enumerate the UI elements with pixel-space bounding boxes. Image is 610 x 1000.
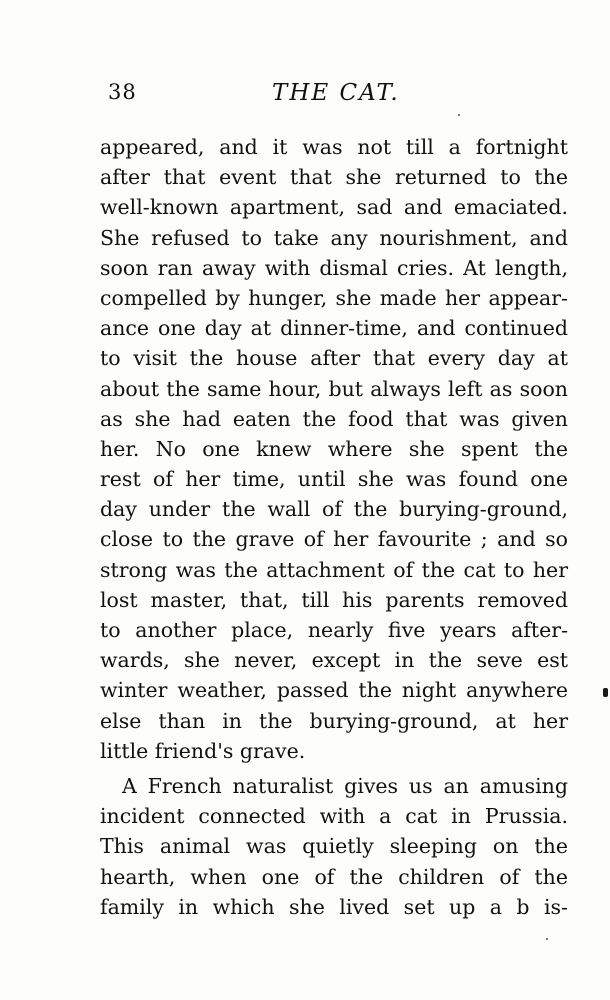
text-line: winter weather, passed the night anywhere xyxy=(100,678,568,703)
text-line: about the same hour, but always left as soon xyxy=(100,376,568,401)
text-line: She refused to take any nourishment, and xyxy=(100,225,568,250)
text-line: close to the grave of her favourite ; and so xyxy=(100,527,568,552)
text-line: ance one day at dinner-time, and continued xyxy=(100,316,568,341)
running-title: THE CAT. xyxy=(272,80,400,106)
body-text xyxy=(100,132,568,922)
text-line: as she had eaten the food that was given xyxy=(100,406,568,431)
text-line: incident connected with a cat in Prussia. xyxy=(100,804,568,829)
text-line: This animal was quietly sleeping on the xyxy=(100,834,568,859)
text-line: to visit the house after that every day at xyxy=(100,346,568,371)
paper-speck xyxy=(546,938,548,940)
text-line: rest of her time, until she was found one xyxy=(100,467,568,492)
text-line: lost master, that, till his parents removed xyxy=(100,587,568,612)
text-line: to another place, nearly five years after- xyxy=(100,618,568,642)
text-line: else than in the burying-ground, at her xyxy=(100,708,568,733)
page-number: 38 xyxy=(108,80,137,104)
text-line: wards, she never, except in the seve est xyxy=(100,648,568,673)
margin-mark xyxy=(603,688,608,697)
text-line: compelled by hunger, she made her appear- xyxy=(100,285,568,310)
text-line: after that event that she returned to the xyxy=(100,165,568,190)
text-line: family in which she lived set up a b is- xyxy=(100,894,568,919)
paper-speck xyxy=(458,114,460,116)
text-line: her. No one knew where she spent the xyxy=(100,436,568,461)
paragraph xyxy=(100,771,568,922)
text-line: day under the wall of the burying-ground, xyxy=(100,497,568,522)
text-line: soon ran away with dismal cries. At length, xyxy=(100,255,568,280)
text-line: appeared, and it was not till a fortnight xyxy=(100,135,568,159)
paragraph xyxy=(100,132,568,766)
running-header xyxy=(100,80,570,114)
text-line: little friend's grave. xyxy=(100,738,306,763)
text-line: strong was the attachment of the cat to her xyxy=(100,557,568,582)
text-line: well-known apartment, sad and emaciated. xyxy=(100,195,568,220)
text-line: hearth, when one of the children of the xyxy=(100,864,568,889)
text-line: A French naturalist gives us an amusing xyxy=(122,773,568,798)
